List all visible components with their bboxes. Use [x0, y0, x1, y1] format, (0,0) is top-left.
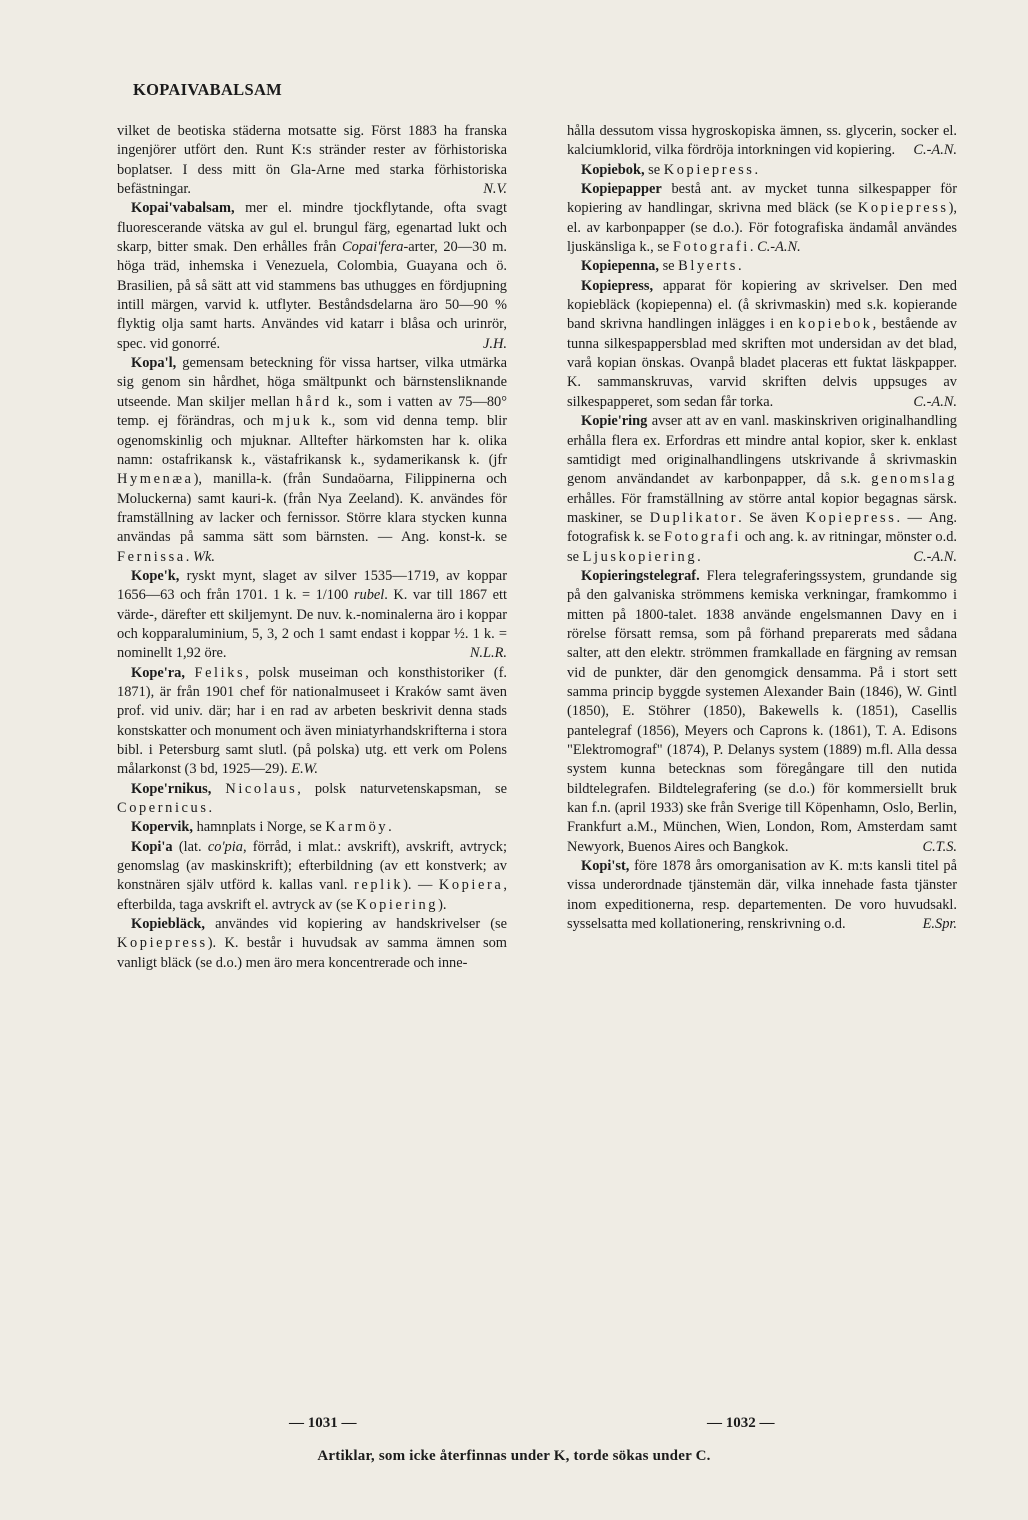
cross-reference: Kopiepress [805, 509, 897, 526]
headword: Kopie'ring [581, 413, 648, 430]
entry-text: , efterbilda, taga avskrift el. avtryck av (se [117, 877, 507, 913]
entry-text: . [754, 161, 759, 178]
entry-text: . K. var till 1867 ett värde-, därefter ett skiljemynt. De nuv. k.-nominalerna äro i koppar och kopparaluminium, 5, 3, 2 och 1 samt endast i koppar ½. 1 k. = nominellt 1,92 öre. [117, 587, 507, 662]
right-column [567, 122, 957, 934]
entry-text: före 1878 års omorganisation av K. m:ts kansli titel på vissa underordnade tjänstemän där, vilka innehade fasta tjänster inom expeditionerna, resp. departementen. De voro huvudsakl. sysselsatta med kollationering, renskrivning o.d. [567, 858, 957, 933]
entry-text: användes vid kopiering av handskrivelser (se [204, 916, 507, 933]
entry-text: ). — [403, 877, 439, 894]
entry-text: bestå ant. av mycket tunna silkespapper för kopiering av handlingar, skrivna med bläck (se [567, 181, 957, 217]
headword: Kopiebläck, [131, 916, 205, 933]
entry-kopiebok [567, 161, 957, 180]
entry-kopiepapper [567, 180, 957, 257]
entry-kopaivabalsam [117, 199, 507, 354]
entry-kopera [117, 664, 507, 780]
headword: Kope'rnikus, [131, 780, 212, 797]
entry-text: avser att av en vanl. maskinskriven originalhandling erhålla flera ex. Erfordras ett mindre antal kopior, sker k. enklast samtidigt med originalhandlingens utskrivande å skrivmaskin genom användandet av karbonpapper, då s.k. [567, 413, 957, 488]
entry-text: . [737, 258, 742, 275]
author-signature: C.-A.N. [913, 393, 957, 410]
cross-reference: Karmöy [325, 819, 389, 836]
author-signature: N.V. [483, 181, 507, 198]
entry-continuation [567, 122, 957, 161]
headword: Kopa'l, [131, 355, 177, 372]
headword: Kopiepapper [581, 181, 662, 198]
cross-reference: Fernissa [117, 548, 186, 565]
entry-text: och ang. k. av ritningar, mönster o.d. se [567, 529, 958, 565]
headword: Kope'k, [131, 567, 180, 584]
author-signature: C.T.S. [922, 838, 957, 855]
entry-kopiepress [567, 277, 957, 412]
entry-text: ryskt mynt, slaget av silver 1535—1719, av koppar 1656—63 och från 1701. 1 k. = 1/100 [117, 567, 507, 604]
entry-text: , bestående av tunna silkespappersblad med skriften mot undersidan av det blad, varå kopian önskas. Ovanpå bladet placeras ett fuktat läskpapper. K. sammanskruvas, varvid skriften delvis uppsuges av silkespapperet, som sedan får torka. [567, 316, 957, 410]
author-signature: C.-A.N. [913, 142, 957, 159]
entry-kopia [117, 838, 507, 915]
spaced-term: replik [353, 877, 404, 894]
entry-text: . [185, 548, 193, 565]
entry-text: Flera telegraferingssystem, grundande sig på den galvaniska strömmens kemiska verkningar, framkommo i mitten på 1800-talet. 1838 använde engelsmannen Davy en i rörelse försatt remsa, som på förhand preparerats med sådana salter, att den elektr. strömmen framkallade en färgning av remsan vid de punkter, där den genomgick densamma. På i stort sett samma princip byggde systemen Alexander Bain (1846), W. Gintl (1850), E. Stöhrer (1850), Bakewells k. (1851), Casellis pantelegraf (1856), Meyers och Caprons k. (1861), T. A. Edisons "Elektromograf" (1874), P. Delanys system (1889) m.fl. Alla dessa system kunna betecknas som föregångare till den nutida bildtelegrafen. Bildtelegrafering (se d.o.) för kommersiellt bruk kan f.n. (april 1933) ske från Sverige till Köpenhamn, Oslo, Berlin, Frankfurt a.M., München, Wien, London, Rom, Amsterdam samt Newyork, Buenos Aires och Bangkok. [567, 567, 957, 855]
entry-text: . — Ang. fotografisk k. se [567, 509, 957, 546]
entry-kopieringstelegraf [567, 567, 957, 857]
headword: Kopervik, [131, 819, 193, 836]
entry-kopal [117, 354, 507, 567]
entry-text: . [208, 800, 213, 817]
entry-text: ), el. av karbonpapper (se d.o.). För fotografiska ändamål användes ljuskänsliga k., se [567, 200, 957, 256]
cross-reference: Copernicus [117, 800, 209, 817]
entry-text: ). K. består i huvudsak av samma ämnen som vanligt bläck (se d.o.) men äro mera koncentrerade och inne- [117, 935, 507, 971]
spaced-term: Nicolaus [225, 780, 298, 797]
cross-reference: Fotografi [664, 529, 742, 546]
headword: Kopieringstelegraf. [581, 567, 700, 584]
running-head: KOPAIVABALSAM [133, 80, 283, 99]
entry-kopernikus [117, 780, 507, 819]
entry-kopervik [117, 818, 507, 837]
cross-reference: Ljuskopiering [582, 548, 698, 565]
entry-text: . [749, 239, 758, 256]
headword: Kope'ra, [131, 664, 185, 681]
cross-reference: Fotografi [672, 239, 750, 256]
entry-text: hamnplats i Norge, se [192, 819, 326, 836]
page-number-right: — 1032 — [707, 1415, 775, 1431]
entry-kopiepenna [567, 257, 957, 276]
entry-text: , polsk museiman och konsthistoriker (f. 1871), är från 1901 chef för nationalmuseet i Kraków samt även prof. vid univ. där; har i en rad av arbeten beskrivit denna stads konstskatter och monument och även miniatyrhandskrifterna i stora bibl. i Petersburg samt slutl. (på polska) utg. ett verk om Polens målarkonst (3 bd, 1925—29). [117, 664, 507, 778]
entry-text: se [644, 161, 664, 178]
author-signature: Wk. [192, 548, 215, 565]
entry-text: gemensam beteckning för vissa hartser, vilka utmärka sig genom sin hårdhet, höga smältpunkt och bärnstensliknande utseende. Man skiljer mellan [117, 355, 507, 410]
spaced-term: Feliks [194, 664, 246, 681]
italic-term: co'pia [207, 838, 243, 855]
cross-reference: Kopiepress [663, 161, 755, 178]
entry-text: -arter, 20—30 m. höga träd, inhemska i Venezuela, Colombia, Guayana och ö. Brasilien, på så sätt att vid stammens bas uthugges en fördjupning intill märgen, varvid k. utflyter. Beståndsdelarna äro 50—90 % flyktig olja samt harts. Användes vid katarr i blåsa och urinrör, spec. vid gonorré. [117, 239, 507, 352]
entry-text: apparat för kopiering av skrivelser. Den med kopiebläck (kopiepenna) el. (å skrivmaskin) med s.k. kopierande band skrivna handlingen inlägges i en [567, 277, 957, 333]
footer-note: Artiklar, som icke återfinnas under K, torde sökas under C. [317, 1448, 711, 1464]
spaced-term: mjuk [272, 413, 313, 430]
spaced-term: Kopiera [438, 877, 504, 894]
author-signature: E.W. [291, 761, 318, 778]
entry-text: ), manilla-k. (från Sundaöarna, Filippinerna och Moluckerna) samt kauri-k. (från Nya Zeeland). K. användes för framställning av lacker och fernissor. Större klara stycken kunna användas på samma sätt som bärnsten. — Ang. konst-k. se [117, 471, 507, 546]
entry-text: . [388, 819, 392, 836]
entry-kopieblack [117, 915, 507, 973]
entry-text: erhålles. För framställning av större antal kopior begagnas särsk. maskiner, se [567, 490, 957, 526]
entry-text: . Se även [738, 509, 806, 526]
headword: Kopiebok, [581, 161, 645, 178]
entry-kopiering [567, 412, 957, 567]
cross-reference: Hymenæa [117, 471, 194, 488]
cross-reference: Kopiepress [857, 200, 949, 217]
author-signature: J.H. [483, 335, 507, 352]
entry-continuation [117, 122, 507, 199]
author-signature: N.L.R. [469, 645, 507, 662]
italic-term: Copai'fera [342, 239, 404, 256]
entry-text: ). [438, 896, 447, 913]
entry-text: se [658, 258, 679, 275]
author-signature: C.-A.N. [757, 239, 801, 256]
cross-reference: Duplikator [649, 509, 739, 526]
entry-text: (lat. [172, 838, 208, 855]
entry-text: mer el. mindre tjockflytande, ofta svagt fluorescerande vätska av gul el. brungul färg, egenartad lukt och skarp, bitter smak. Den erhålles från [117, 200, 507, 256]
entry-text: vilket de beotiska städerna motsatte sig. Först 1883 ha franska ingenjörer utfört den. Runt K:s stränder rester av förhistoriska boplatser. I dess mitt ön Gla-Arne med starka förhistoriska befästningar. [117, 123, 507, 198]
left-column [117, 122, 507, 973]
headword: Kopi'st, [581, 858, 630, 875]
cross-reference: Kopiering [356, 896, 439, 913]
headword: Kopai'vabalsam, [131, 200, 235, 217]
headword: Kopi'a [131, 838, 173, 855]
cross-reference: Blyerts [678, 258, 738, 275]
headword: Kopiepress, [581, 277, 654, 294]
italic-term: rubel [353, 587, 385, 604]
author-signature: E.Spr. [922, 916, 957, 933]
spaced-term: hård [295, 393, 332, 410]
entry-text: , förråd, i mlat.: avskrift), avskrift, avtryck; genomslag (av maskinskrift); efterbildning (av ett konstverk; av konstnären själv utförd k. kallas vanl. [117, 838, 507, 894]
entry-text: hålla dessutom vissa hygroskopiska ämnen, ss. glycerin, socker el. kalciumklorid, vilka fördröja intorkningen vid kopiering. [567, 123, 957, 159]
page-number-left: — 1031 — [289, 1415, 357, 1431]
entry-kopek [117, 567, 507, 664]
spaced-term: kopiebok [798, 316, 873, 333]
entry-text: k., som i vatten av 75—80° temp. ej förändras, och [117, 393, 507, 430]
spaced-term: genomslag [871, 471, 957, 488]
entry-text: k., som vid denna temp. blir ogenomskinlig och mjuknar. Alltefter härkomsten har k. olika namn: ostafrikansk k., västafrikansk k., sydamerikansk k. (jfr [117, 413, 507, 468]
entry-text: , polsk naturvetenskapsman, se [297, 780, 507, 797]
entry-text: . [697, 548, 701, 565]
headword: Kopiepenna, [581, 258, 659, 275]
author-signature: C.-A.N. [913, 548, 957, 565]
entry-kopist [567, 857, 957, 934]
cross-reference: Kopiepress [117, 935, 208, 952]
